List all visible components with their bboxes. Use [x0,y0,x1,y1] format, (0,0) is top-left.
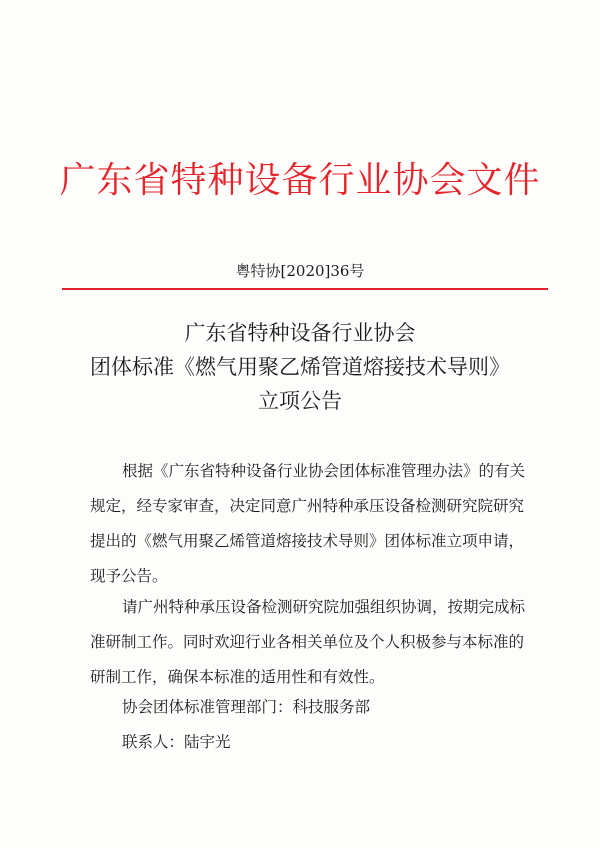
document-number: 粤特协[2020]36号 [235,262,365,280]
body-paragraph-2 [90,590,550,695]
department-line [90,690,550,725]
paragraph-line: 规定，经专家审查，决定同意广州特种承压设备检测研究院研究 [90,497,525,515]
contact-text: 联系人：陆宇光 [122,733,231,751]
paragraph-line: 现予公告。 [90,567,168,585]
announcement-title [0,316,600,418]
paragraph-line: 提出的《燃气用聚乙烯管道熔接技术导则》团体标准立项申请， [90,532,525,550]
body-paragraph-1 [90,454,550,594]
department-text: 协会团体标准管理部门：科技服务部 [122,698,371,716]
paragraph-line: 研制工作，确保本标准的适用性和有效性。 [90,668,385,686]
paragraph-line: 根据《广东省特种设备行业协会团体标准管理办法》的有关 [122,462,526,480]
title-line-3: 立项公告 [258,389,342,413]
title-line-2: 团体标准《燃气用聚乙烯管道熔接技术导则》 [90,355,510,379]
red-divider-line [62,288,548,290]
org-header-title: 广东省特种设备行业协会文件 [59,160,541,201]
paragraph-line: 请广州特种承压设备检测研究院加强组织协调，按期完成标 [122,598,526,616]
title-line-1: 广东省特种设备行业协会 [184,321,416,345]
contact-line [90,725,550,760]
paragraph-line: 准研制工作。同时欢迎行业各相关单位及个人积极参与本标准的 [90,633,525,651]
